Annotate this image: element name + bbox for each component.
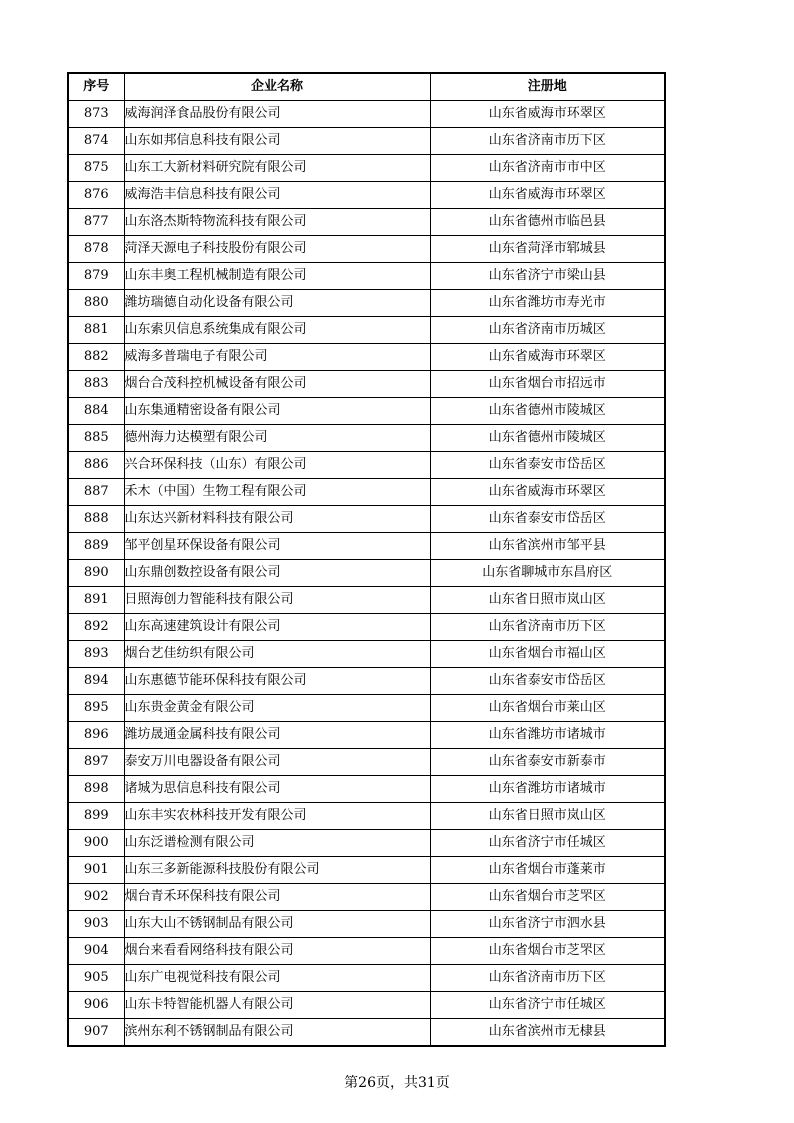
cell-company-name: 菏泽天源电子科技股份有限公司 [124,236,430,263]
cell-company-name: 邹平创星环保设备有限公司 [124,533,430,560]
cell-no: 878 [68,236,124,263]
table-row [68,344,665,371]
cell-registered-location: 山东省威海市环翠区 [430,182,665,209]
cell-no: 880 [68,290,124,317]
table-row [68,155,665,182]
cell-registered-location: 山东省泰安市岱岳区 [430,452,665,479]
table-row [68,695,665,722]
table-row [68,317,665,344]
table-row [68,263,665,290]
table-row [68,101,665,128]
cell-registered-location: 山东省济宁市任城区 [430,992,665,1019]
cell-registered-location: 山东省泰安市新泰市 [430,749,665,776]
cell-registered-location: 山东省威海市环翠区 [430,101,665,128]
column-header-no: 序号 [68,73,124,101]
cell-company-name: 山东卡特智能机器人有限公司 [124,992,430,1019]
cell-company-name: 山东大山不锈钢制品有限公司 [124,911,430,938]
cell-registered-location: 山东省济南市历城区 [430,317,665,344]
cell-no: 893 [68,641,124,668]
cell-no: 905 [68,965,124,992]
cell-no: 900 [68,830,124,857]
cell-registered-location: 山东省威海市环翠区 [430,479,665,506]
cell-no: 884 [68,398,124,425]
table-row [68,911,665,938]
cell-company-name: 山东丰实农林科技开发有限公司 [124,803,430,830]
cell-company-name: 山东洛杰斯特物流科技有限公司 [124,209,430,236]
table-row [68,641,665,668]
cell-no: 896 [68,722,124,749]
cell-no: 889 [68,533,124,560]
cell-company-name: 山东如邦信息科技有限公司 [124,128,430,155]
cell-company-name: 诸城为思信息科技有限公司 [124,776,430,803]
cell-registered-location: 山东省滨州市无棣县 [430,1019,665,1047]
cell-no: 885 [68,425,124,452]
table-row [68,128,665,155]
cell-no: 881 [68,317,124,344]
cell-no: 876 [68,182,124,209]
cell-registered-location: 山东省滨州市邹平县 [430,533,665,560]
cell-no: 901 [68,857,124,884]
cell-no: 906 [68,992,124,1019]
cell-registered-location: 山东省潍坊市寿光市 [430,290,665,317]
cell-registered-location: 山东省泰安市岱岳区 [430,506,665,533]
cell-registered-location: 山东省菏泽市郓城县 [430,236,665,263]
table-row [68,749,665,776]
table-row [68,587,665,614]
table-row [68,965,665,992]
cell-no: 888 [68,506,124,533]
cell-registered-location: 山东省烟台市芝罘区 [430,884,665,911]
cell-company-name: 兴合环保科技（山东）有限公司 [124,452,430,479]
cell-no: 897 [68,749,124,776]
cell-registered-location: 山东省德州市临邑县 [430,209,665,236]
cell-registered-location: 山东省潍坊市诸城市 [430,776,665,803]
cell-company-name: 烟台合茂科控机械设备有限公司 [124,371,430,398]
cell-company-name: 山东三多新能源科技股份有限公司 [124,857,430,884]
cell-no: 879 [68,263,124,290]
cell-no: 907 [68,1019,124,1047]
table-row [68,452,665,479]
table-row [68,371,665,398]
cell-no: 877 [68,209,124,236]
cell-registered-location: 山东省德州市陵城区 [430,425,665,452]
cell-company-name: 山东贵金黄金有限公司 [124,695,430,722]
cell-registered-location: 山东省烟台市莱山区 [430,695,665,722]
table-row [68,560,665,587]
column-header-location: 注册地 [430,73,665,101]
table-row [68,803,665,830]
cell-no: 895 [68,695,124,722]
table-header-row [68,73,665,101]
table-row [68,722,665,749]
cell-registered-location: 山东省济宁市泗水县 [430,911,665,938]
table-row [68,506,665,533]
cell-company-name: 潍坊瑞德自动化设备有限公司 [124,290,430,317]
cell-company-name: 山东索贝信息系统集成有限公司 [124,317,430,344]
cell-no: 904 [68,938,124,965]
cell-no: 887 [68,479,124,506]
cell-company-name: 山东丰奥工程机械制造有限公司 [124,263,430,290]
cell-registered-location: 山东省烟台市蓬莱市 [430,857,665,884]
column-header-name: 企业名称 [124,73,430,101]
cell-no: 886 [68,452,124,479]
cell-company-name: 威海多普瑞电子有限公司 [124,344,430,371]
cell-no: 892 [68,614,124,641]
cell-company-name: 烟台来看看网络科技有限公司 [124,938,430,965]
table-row [68,236,665,263]
cell-registered-location: 山东省日照市岚山区 [430,803,665,830]
cell-company-name: 威海浩丰信息科技有限公司 [124,182,430,209]
cell-registered-location: 山东省烟台市芝罘区 [430,938,665,965]
cell-no: 894 [68,668,124,695]
cell-registered-location: 山东省德州市陵城区 [430,398,665,425]
cell-company-name: 山东鼎创数控设备有限公司 [124,560,430,587]
table-row [68,425,665,452]
table-row [68,668,665,695]
table-row [68,209,665,236]
table-row [68,830,665,857]
table-row [68,533,665,560]
table-row [68,479,665,506]
cell-company-name: 山东工大新材料研究院有限公司 [124,155,430,182]
cell-registered-location: 山东省济宁市梁山县 [430,263,665,290]
cell-company-name: 禾木（中国）生物工程有限公司 [124,479,430,506]
cell-company-name: 德州海力达模塑有限公司 [124,425,430,452]
cell-registered-location: 山东省烟台市福山区 [430,641,665,668]
cell-no: 890 [68,560,124,587]
table-row [68,290,665,317]
table-row [68,398,665,425]
table-body [68,101,665,1047]
cell-no: 873 [68,101,124,128]
cell-registered-location: 山东省济南市历下区 [430,614,665,641]
cell-no: 899 [68,803,124,830]
cell-company-name: 烟台青禾环保科技有限公司 [124,884,430,911]
enterprise-table [67,72,666,1047]
cell-registered-location: 山东省济南市历下区 [430,965,665,992]
cell-company-name: 山东达兴新材料科技有限公司 [124,506,430,533]
table-row [68,182,665,209]
cell-registered-location: 山东省潍坊市诸城市 [430,722,665,749]
cell-registered-location: 山东省济宁市任城区 [430,830,665,857]
cell-no: 902 [68,884,124,911]
cell-registered-location: 山东省聊城市东昌府区 [430,560,665,587]
table-row [68,1019,665,1047]
table-row [68,614,665,641]
cell-registered-location: 山东省日照市岚山区 [430,587,665,614]
cell-registered-location: 山东省威海市环翠区 [430,344,665,371]
table-row [68,857,665,884]
cell-company-name: 山东广电视觉科技有限公司 [124,965,430,992]
cell-no: 875 [68,155,124,182]
cell-company-name: 泰安万川电器设备有限公司 [124,749,430,776]
table-row [68,938,665,965]
cell-company-name: 滨州东利不锈钢制品有限公司 [124,1019,430,1047]
page-number: 第26页，共31页 [344,1075,450,1091]
cell-registered-location: 山东省济南市市中区 [430,155,665,182]
cell-no: 898 [68,776,124,803]
cell-company-name: 山东惠德节能环保科技有限公司 [124,668,430,695]
cell-company-name: 烟台艺佳纺织有限公司 [124,641,430,668]
cell-company-name: 山东集通精密设备有限公司 [124,398,430,425]
table-row [68,776,665,803]
cell-company-name: 威海润泽食品股份有限公司 [124,101,430,128]
cell-registered-location: 山东省济南市历下区 [430,128,665,155]
cell-company-name: 山东高速建筑设计有限公司 [124,614,430,641]
cell-registered-location: 山东省烟台市招远市 [430,371,665,398]
cell-company-name: 山东泛谱检测有限公司 [124,830,430,857]
cell-no: 903 [68,911,124,938]
cell-company-name: 潍坊晟通金属科技有限公司 [124,722,430,749]
cell-registered-location: 山东省泰安市岱岳区 [430,668,665,695]
cell-no: 891 [68,587,124,614]
table-row [68,884,665,911]
cell-no: 883 [68,371,124,398]
cell-no: 882 [68,344,124,371]
table-row [68,992,665,1019]
cell-no: 874 [68,128,124,155]
cell-company-name: 日照海创力智能科技有限公司 [124,587,430,614]
